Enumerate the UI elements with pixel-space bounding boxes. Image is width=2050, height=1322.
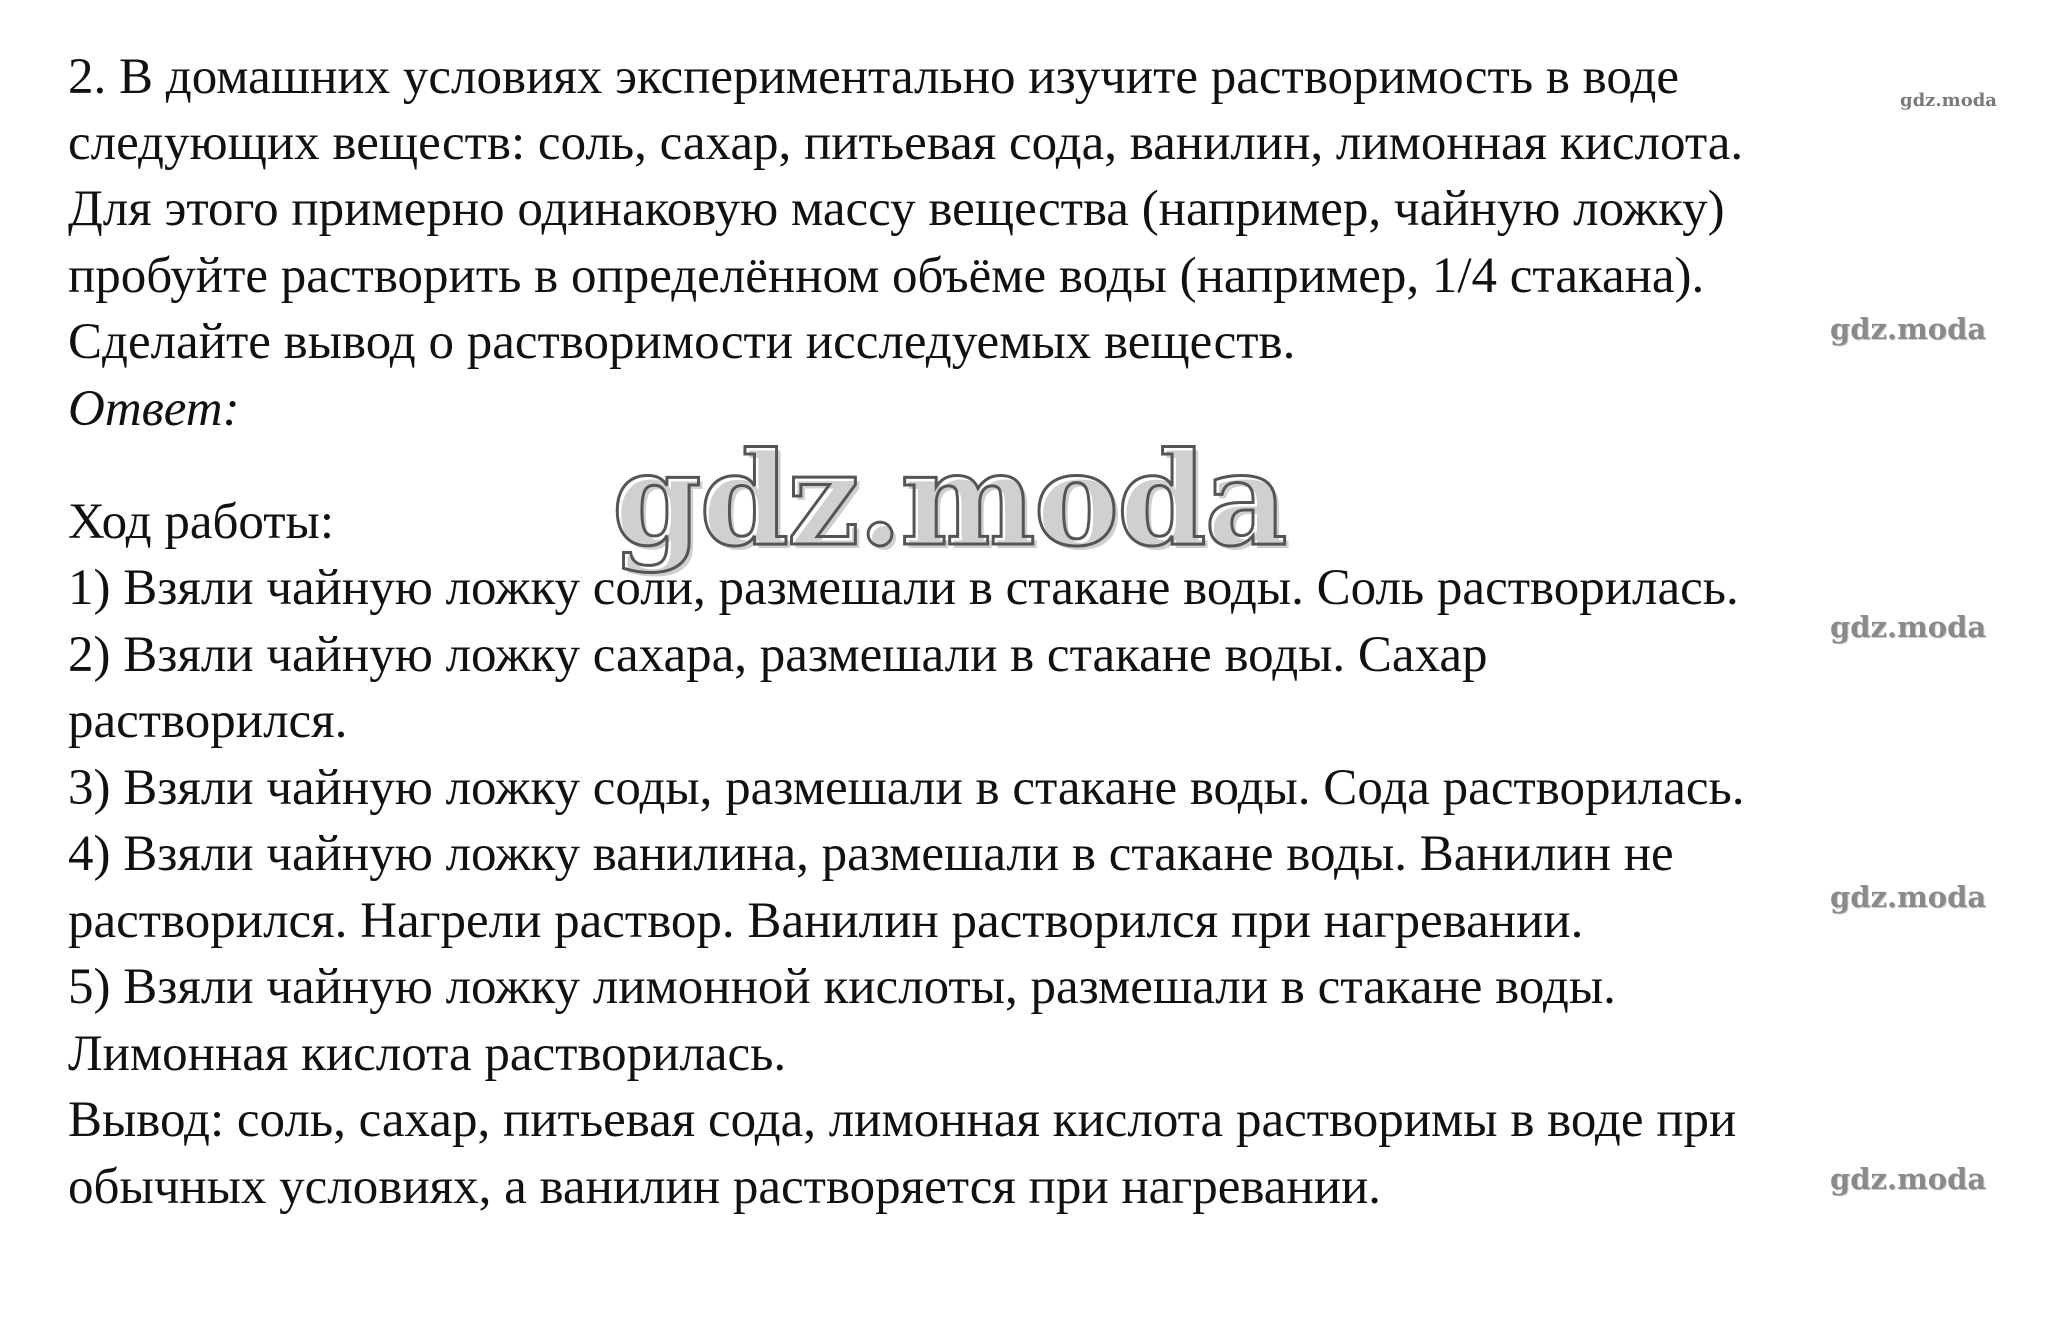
work-step-line-4: 3) Взяли чайную ложку соды, размешали в стакане воды. Сода растворилась. <box>68 760 1745 816</box>
task-line-2: следующих веществ: соль, сахар, питьевая сода, ванилин, лимонная кислота. <box>68 115 1744 171</box>
work-heading: Ход работы: <box>68 494 334 550</box>
work-step-line-8: Лимонная кислота растворилась. <box>68 1026 787 1082</box>
watermark-large: gdz.moda <box>612 425 1286 575</box>
work-step-line-6: растворился. Нагрели раствор. Ванилин растворился при нагревании. <box>68 893 1584 949</box>
task-line-3: Для этого примерно одинаковую массу вещества (например, чайную ложку) <box>68 181 1725 237</box>
work-step-line-7: 5) Взяли чайную ложку лимонной кислоты, размешали в стакане воды. <box>68 959 1616 1015</box>
task-line-5: Сделайте вывод о растворимости исследуемых веществ. <box>68 314 1296 370</box>
work-step-line-2: 2) Взяли чайную ложку сахара, размешали в стакане воды. Сахар <box>68 627 1488 683</box>
conclusion-line-2: обычных условиях, а ванилин растворяется при нагревании. <box>68 1159 1382 1215</box>
task-line-1: 2. В домашних условиях экспериментально изучите растворимость в воде <box>68 49 1680 105</box>
watermark-small: gdz.moda <box>1900 90 1997 111</box>
work-step-line-1: 1) Взяли чайную ложку соли, размешали в стакане воды. Соль растворилась. <box>68 560 1739 616</box>
watermark-small: gdz.moda <box>1830 880 1987 914</box>
task-line-4: пробуйте растворить в определённом объёме воды (например, 1/4 стакана). <box>68 248 1705 304</box>
work-step-line-3: растворился. <box>68 693 348 749</box>
answer-label: Ответ: <box>68 381 240 437</box>
work-step-line-5: 4) Взяли чайную ложку ванилина, размешали в стакане воды. Ванилин не <box>68 826 1674 882</box>
watermark-small: gdz.moda <box>1830 312 1987 346</box>
watermark-small: gdz.moda <box>1830 1162 1987 1196</box>
watermark-small: gdz.moda <box>1830 610 1987 644</box>
conclusion-line-1: Вывод: соль, сахар, питьевая сода, лимонная кислота растворимы в воде при <box>68 1092 1737 1148</box>
